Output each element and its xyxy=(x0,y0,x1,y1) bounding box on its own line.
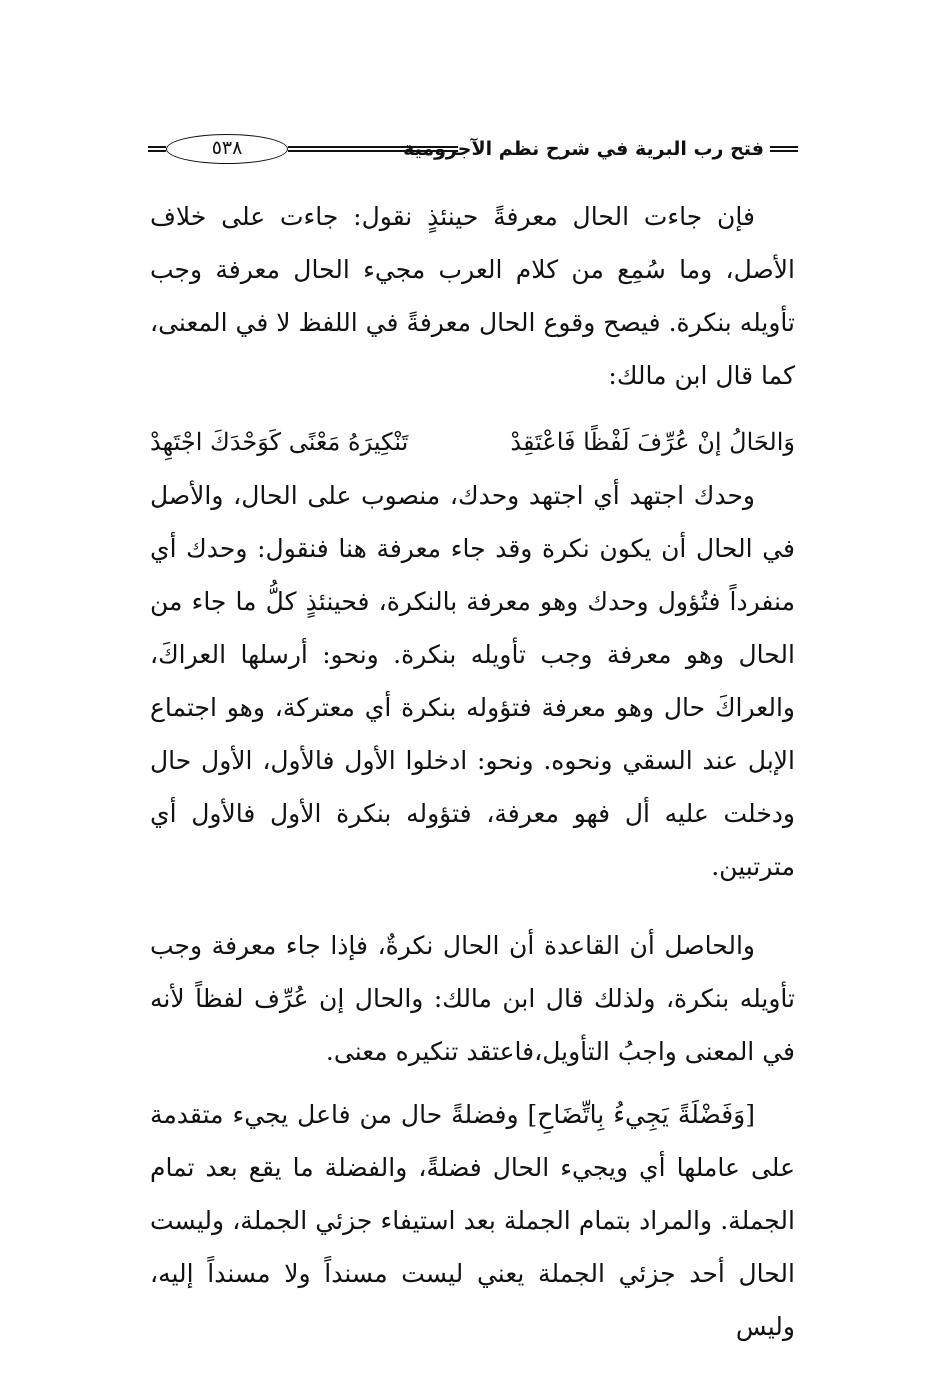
paragraph-3: والحاصل أن القاعدة أن الحال نكرةٌ، فإذا جاء معرفة وجب تأويله بنكرة، ولذلك قال ابن مالك: والحال إن عُرِّف لفظاً لأنه في المعنى واجبُ التأويل،فاعتقد تنكيره معنى. xyxy=(150,931,795,1066)
page-number: ٥٣٨ xyxy=(166,134,288,164)
paragraph-gap xyxy=(150,893,795,919)
poetry-verse xyxy=(150,416,795,469)
verse-first-hemistich: وَالحَالُ إنْ عُرِّفَ لَفْظًا فَاعْتَقِدْ xyxy=(510,428,795,456)
page-header xyxy=(148,132,798,176)
paragraph-2: وحدك اجتهد أي اجتهد وحدك، منصوب على الحال، والأصل في الحال أن يكون نكرة وقد جاء معرفة هنا فنقول: وحدك أي منفرداً فتُؤول وحدك وهو معرفة بالنكرة، فحينئذٍ كلُّ ما جاء من الحال وهو معرفة وجب تأويله بنكرة. ونحو: أرسلها العراكَ، والعراكَ حال وهو معرفة فتؤوله بنكرة أي معتركة، وهو اجتماع الإبل عند السقي ونحوه. ونحو: ادخلوا الأول فالأول، الأول حال ودخلت عليه أل فهو معرفة، فتؤوله بنكرة الأول فالأول أي مترتبين. xyxy=(150,481,795,881)
paragraph-4: [وَفَضْلَةً يَجِيءُ بِاتِّضَاحِ] وفضلةً حال من فاعل يجيء متقدمة على عاملها أي ويجيء الحال فضلةً، والفضلة ما يقع بعد تمام الجملة. والمراد بتمام الجملة بعد استيفاء جزئي الجملة، وليست الحال أحد جزئي الجملة يعني ليست مسنداً ولا مسنداً إليه، وليس xyxy=(150,1100,795,1341)
header-rule-middle xyxy=(288,146,458,152)
header-rule-left xyxy=(148,146,166,152)
verse-second-hemistich: تَنْكِيرَهُ مَعْنًى كَوَحْدَكَ اجْتَهِدْ xyxy=(150,428,409,456)
paragraph-1: فإن جاءت الحال معرفةً حينئذٍ نقول: جاءت على خلاف الأصل، وما سُمِع من كلام العرب مجيء الحال معرفة وجب تأويله بنكرة. فيصح وقوع الحال معرفةً في اللفظ لا في المعنى، كما قال ابن مالك: xyxy=(150,202,795,390)
page-body xyxy=(150,190,795,1353)
header-rule-right xyxy=(770,146,798,152)
book-title: فتح رب البرية في شرح نظم الآجرومية xyxy=(403,138,764,160)
